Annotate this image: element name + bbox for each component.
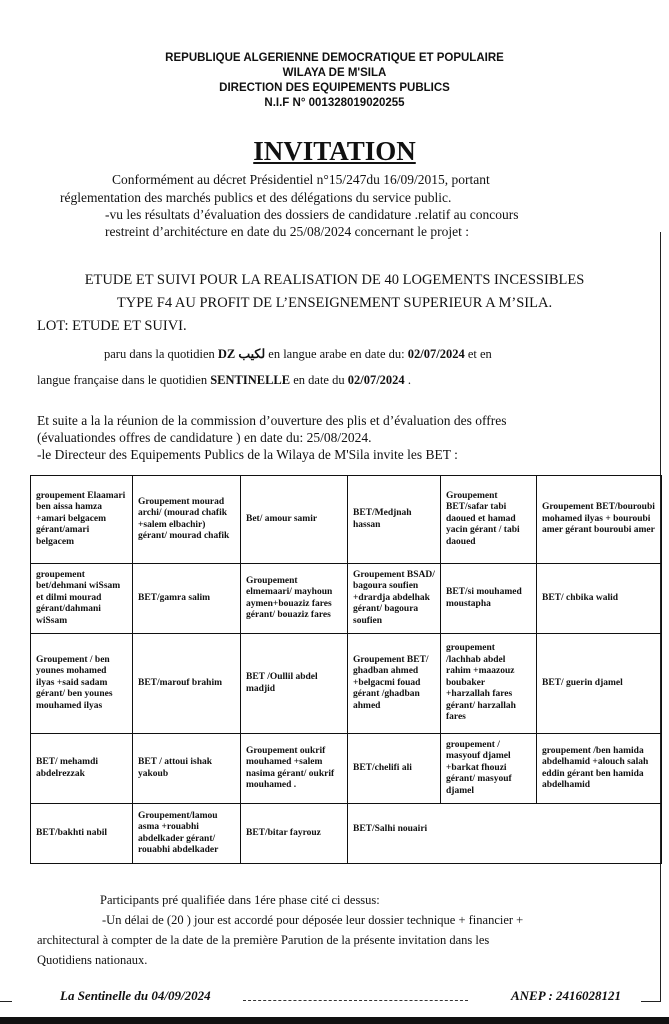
project-lot: LOT: ETUDE ET SUIVI.: [37, 318, 187, 334]
table-cell: groupement /ben hamida abdelhamid +alouch salah eddin gérant ben hamida abdelhamid: [537, 734, 662, 804]
table-cell: Groupement BET/bouroubi mohamed ilyas + bouroubi amer gérant bouroubi amer: [537, 476, 662, 564]
table-cell: BET/ mehamdi abdelrezzak: [31, 734, 133, 804]
meeting-line: -le Directeur des Equipements Publics de la Wilaya de M'Sila invite les BET :: [37, 447, 458, 462]
page-bottom-band: [0, 1017, 669, 1024]
table-cell: BET/Salhi nouairi: [348, 804, 662, 864]
letterhead: [0, 51, 669, 111]
footer-rule: [641, 1001, 661, 1002]
table-cell: BET /Oullil abdel madjid: [241, 634, 348, 734]
pub-date: 02/07/2024: [347, 373, 405, 387]
intro-line: -vu les résultats d’évaluation des dossiers de candidature .relatif au concours: [105, 207, 519, 222]
table-cell: Groupement elmemaari/ mayhoun aymen+bouaziz fares gérant/ bouaziz fares: [241, 564, 348, 634]
table-cell: BET/marouf brahim: [133, 634, 241, 734]
project-line: TYPE F4 AU PROFIT DE L’ENSEIGNEMENT SUPERIEUR A M’SILA.: [116, 295, 553, 311]
header-republic: REPUBLIQUE ALGERIENNE DEMOCRATIQUE ET POPULAIRE: [165, 52, 504, 64]
pub-text: paru dans la quotidien: [104, 347, 218, 361]
title-text: INVITATION: [253, 136, 416, 166]
table-cell: Groupement BSAD/ bagoura soufien +drardja abdelhak gérant/ bagoura soufien: [348, 564, 441, 634]
table-cell: BET/bitar fayrouz: [241, 804, 348, 864]
document-title: [0, 136, 669, 167]
pub-text: en langue arabe en date du:: [265, 347, 408, 361]
header-direction: DIRECTION DES EQUIPEMENTS PUBLICS: [219, 82, 450, 94]
pub-text: et en: [464, 347, 492, 361]
table-cell: Groupement oukrif mouhamed +salem nasima gérant/ oukrif mouhamed .: [241, 734, 348, 804]
table-cell: Groupement BET/safar tabi daoued et hamad yacin gérant / tabi daoued: [441, 476, 537, 564]
publication-line-2: [37, 372, 411, 388]
table-cell: BET/si mouhamed moustapha: [441, 564, 537, 634]
meeting-line: (évaluationdes offres de candidature ) en date du: 25/08/2024.: [37, 430, 372, 445]
table-cell: BET/ guerin djamel: [537, 634, 662, 734]
footer-rule: [0, 1001, 12, 1002]
project-line: ETUDE ET SUIVI POUR LA REALISATION DE 40 LOGEMENTS INCESSIBLES: [84, 272, 585, 288]
table-cell: Groupement mourad archi/ (mourad chafik +salem elbachir) gérant/ mourad chafik: [133, 476, 241, 564]
closing-line: Participants pré qualifiée dans 1ére phase cité ci dessus:: [100, 893, 380, 907]
pub-date: 02/07/2024: [407, 347, 465, 361]
table-row: [31, 734, 662, 804]
table-cell: Groupement / ben younes mohamed ilyas +said sadam gérant/ ben younes mouhamed ilyas: [31, 634, 133, 734]
table-cell: BET/bakhti nabil: [31, 804, 133, 864]
table-cell: Bet/ amour samir: [241, 476, 348, 564]
header-wilaya: WILAYA DE M'SILA: [282, 67, 387, 79]
footer-anep: ANEP : 2416028121: [511, 988, 622, 1003]
meeting-line: Et suite a la la réunion de la commission d’ouverture des plis et d’évaluation des offres: [37, 413, 507, 428]
table-cell: BET/gamra salim: [133, 564, 241, 634]
closing-line: -Un délai de (20 ) jour est accordé pour déposée leur dossier technique + financier +: [102, 913, 524, 927]
pub-text: langue française dans le quotidien: [37, 373, 211, 387]
intro-line: Conformément au décret Présidentiel n°15/247du 16/09/2015, portant: [112, 172, 490, 187]
bet-table: [30, 475, 662, 864]
table-cell: BET / attoui ishak yakoub: [133, 734, 241, 804]
closing-line: Quotidiens nationaux.: [37, 953, 148, 967]
closing-line: architectural à compter de la date de la première Parution de la présente invitation dans les: [37, 933, 490, 947]
publication-line-1: [104, 346, 492, 362]
table-row: [31, 634, 662, 734]
intro-line: réglementation des marchés publics et des délégations du service public.: [60, 190, 452, 205]
pub-newspaper-french: SENTINELLE: [210, 373, 291, 387]
table-cell: groupement / masyouf djamel +barkat fhouzi gérant/ masyouf djamel: [441, 734, 537, 804]
intro-line: restreint d’architécture en date du 25/08/2024 concernant le projet :: [105, 224, 469, 239]
table-row: [31, 476, 662, 564]
table-cell: BET/chelifi ali: [348, 734, 441, 804]
table-cell: BET/Medjnah hassan: [348, 476, 441, 564]
footer-dashed-rule: [243, 1000, 468, 1001]
header-nif: N.I.F N° 001328019020255: [264, 97, 405, 109]
pub-text: .: [404, 373, 411, 387]
pub-newspaper-arabic: DZ لكيب: [217, 347, 266, 361]
table-row: [31, 564, 662, 634]
pub-text: en date du: [290, 373, 348, 387]
table-cell: groupement Elaamari ben aissa hamza +amari belgacem gérant/amari belgacem: [31, 476, 133, 564]
table-cell: BET/ chbika walid: [537, 564, 662, 634]
table-cell: groupement /lachhab abdel rahim +maazouz boubaker +harzallah fares gérant/ harzallah fares: [441, 634, 537, 734]
table-cell: groupement bet/dehmani wiSsam et dilmi mourad gérant/dahmani wiSsam: [31, 564, 133, 634]
table-row: [31, 804, 662, 864]
table-cell: Groupement BET/ ghadban ahmed +belgacmi fouad gérant /ghadban ahmed: [348, 634, 441, 734]
table-cell: Groupement/lamou asma +rouabhi abdelkader gérant/ rouabhi abdelkader: [133, 804, 241, 864]
footer-source: La Sentinelle du 04/09/2024: [60, 988, 211, 1003]
